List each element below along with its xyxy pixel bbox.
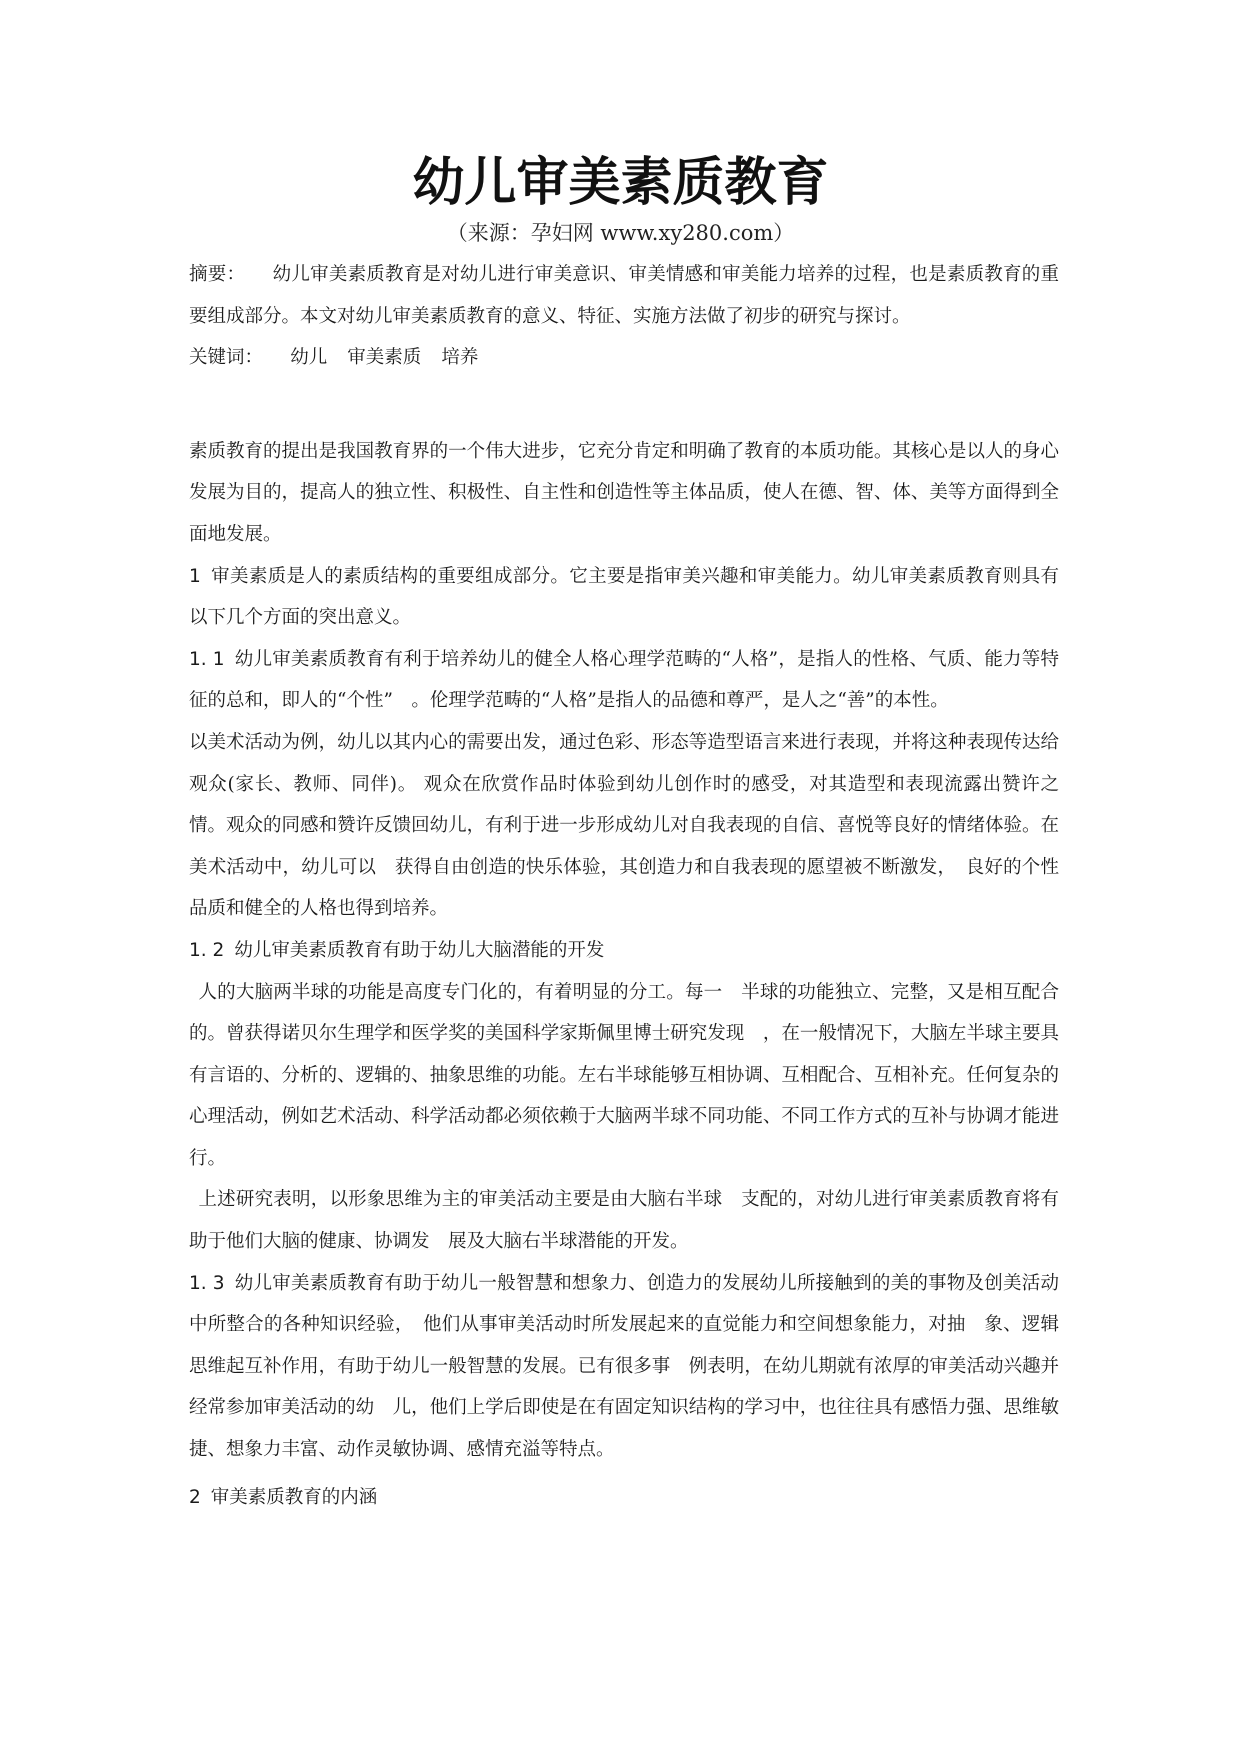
- source-line: （来源：孕妇网 www.xy280.com）: [446, 221, 795, 245]
- paragraph-text: 人的大脑两半球的功能是高度专门化的，有着明显的分工。每一 半球的功能独立、完整，又是相互配合的。曾获得诺贝尔生理学和医学奖的美国科学家斯佩里博士研究发现 ，在一般情况下，大脑左半球主要具有言语的、分析的、逻辑的、抽象思维的功能。左右半球能够互相协调、互相配合、互相补充。任何复杂的心理活动，例如艺术活动、科学活动都必须依赖于大脑两半球不同功能、不同工作方式的互补与协调才能进行。: [189, 981, 1059, 1169]
- section-number: 1. 3: [189, 1272, 225, 1294]
- section-text: 幼儿审美素质教育有助于幼儿一般智慧和想象力、创造力的发展幼儿所接触到的美的事物及创美活动中所整合的各种知识经验， 他们从事审美活动时所发展起来的直觉能力和空间想象能力，对抽 象、逻辑思维起互补作用，有助于幼儿一般智慧的发展。已有很多事 例表明，在幼儿期就有浓厚的审美活动兴趣并经常参加审美活动的幼 儿，他们上学后即使是在有固定知识结构的学习中，也往往具有感悟力强、思维敏捷、想象力丰富、动作灵敏协调、感情充溢等特点。: [189, 1272, 1059, 1461]
- section-2-heading: [189, 1477, 1059, 1519]
- section-1-1-paragraph: [189, 639, 1059, 722]
- section-1-2-body: [189, 972, 1059, 1180]
- keyword: 幼儿: [290, 347, 328, 369]
- section-1-paragraph: [189, 556, 1059, 639]
- section-1-1-body: 以美术活动为例，幼儿以其内心的需要出发，通过色彩、形态等造型语言来进行表现，并将这种表现传达给观众(家长、教师、同伴)。 观众在欣赏作品时体验到幼儿创作时的感受，对其造型和表现流露出赞许之情。观众的同感和赞许反馈回幼儿，有利于进一步形成幼儿对自我表现的自信、喜悦等良好的情绪体验。在美术活动中，幼儿可以 获得自由创造的快乐体验，其创造力和自我表现的愿望被不断激发， 良好的个性品质和健全的人格也得到培养。: [189, 731, 1059, 920]
- keywords-line: [189, 337, 1059, 379]
- section-1-2-body-2: [189, 1179, 1059, 1262]
- section-text: 审美素质是人的素质结构的重要组成部分。它主要是指审美兴趣和审美能力。幼儿审美素质教育则具有以下几个方面的突出意义。: [189, 565, 1059, 629]
- intro-paragraph: 素质教育的提出是我国教育界的一个伟大进步，它充分肯定和明确了教育的本质功能。其核心是以人的身心发展为目的，提高人的独立性、积极性、自主性和创造性等主体品质，使人在德、智、体、美等方面得到全面地发展。: [189, 440, 1059, 545]
- document-title: 幼儿审美素质教育: [412, 153, 829, 213]
- section-number: 1. 1: [189, 648, 225, 670]
- section-text: 审美素质教育的内涵: [210, 1486, 378, 1508]
- document-body: [189, 254, 1059, 1518]
- section-number: 1. 2: [189, 939, 225, 961]
- section-1-2-heading: [189, 930, 1059, 972]
- section-text: 幼儿审美素质教育有利于培养幼儿的健全人格心理学范畴的“人格”，是指人的性格、气质、能力等特征的总和，即人的“个性” 。伦理学范畴的“人格”是指人的品德和尊严，是人之“善”的本性。: [189, 648, 1059, 712]
- keyword: 培养: [441, 347, 479, 369]
- keywords-label: 关键词：: [189, 347, 254, 369]
- section-text: 幼儿审美素质教育有助于幼儿大脑潜能的开发: [234, 939, 605, 961]
- spacer: [189, 379, 1059, 431]
- paragraph-text: 上述研究表明，以形象思维为主的审美活动主要是由大脑右半球 支配的，对幼儿进行审美素质教育将有助于他们大脑的健康、协调发 展及大脑右半球潜能的开发。: [189, 1189, 1059, 1253]
- abstract-paragraph: [189, 254, 1059, 337]
- section-number: 1: [189, 565, 201, 587]
- section-number: 2: [189, 1486, 201, 1508]
- abstract-label: 摘要：: [189, 264, 236, 285]
- section-1-3-paragraph: [189, 1263, 1059, 1471]
- abstract-text: 幼儿审美素质教育是对幼儿进行审美意识、审美情感和审美能力培养的过程，也是素质教育的重要组成部分。本文对幼儿审美素质教育的意义、特征、实施方法做了初步的研究与探讨。: [189, 264, 1059, 327]
- keyword: 审美素质: [347, 347, 422, 369]
